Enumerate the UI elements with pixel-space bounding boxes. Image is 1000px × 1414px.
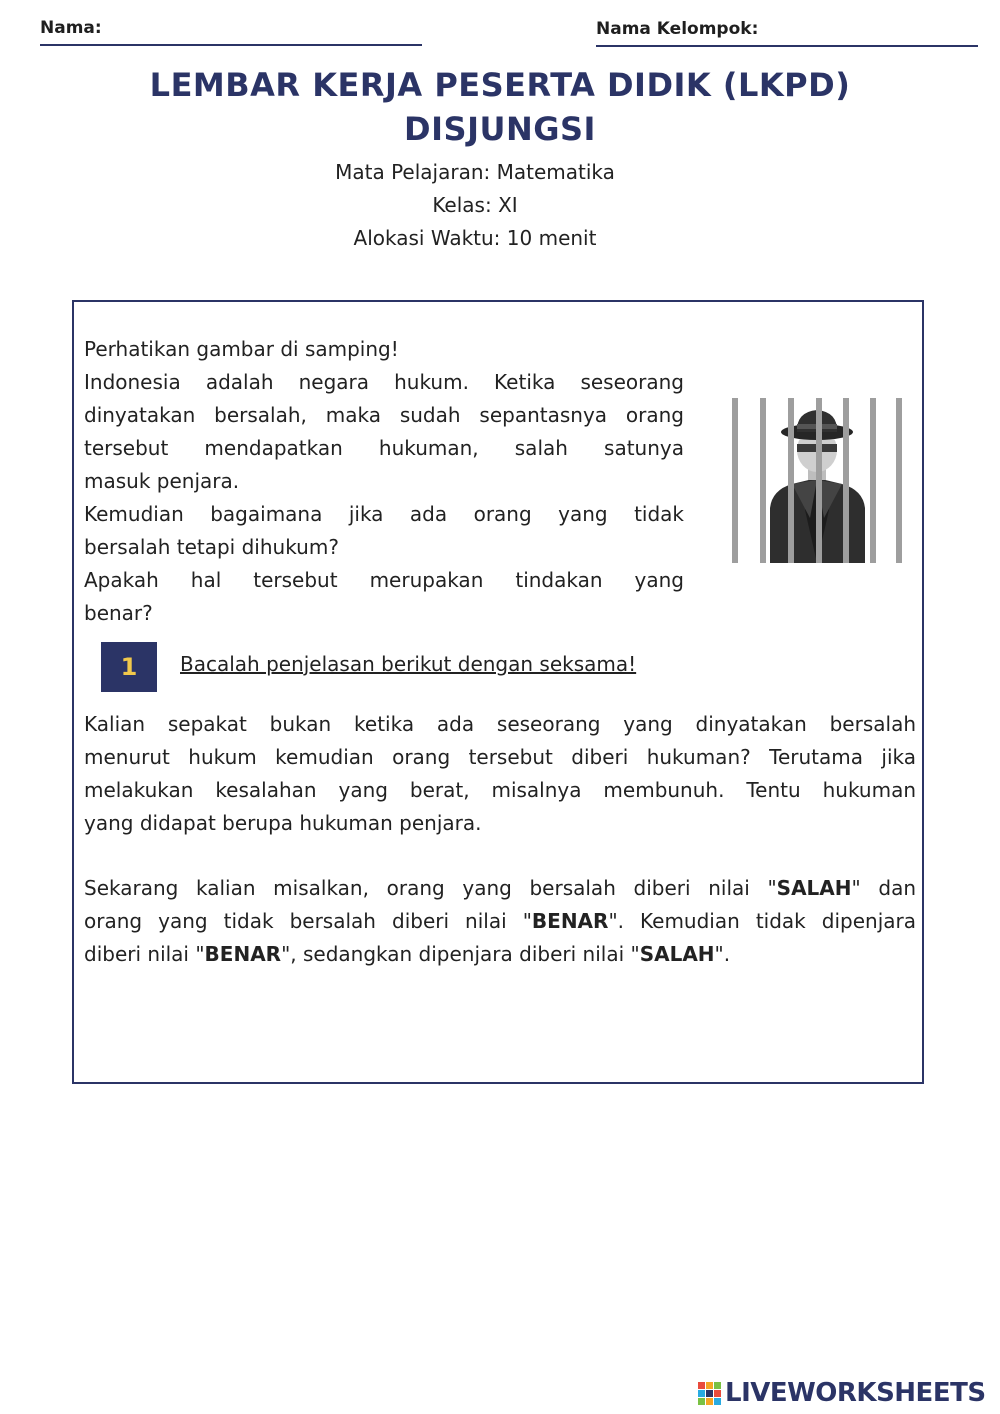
group-name-label: Nama Kelompok:: [596, 19, 759, 39]
text-fragment: Sekarang kalian misalkan, orang yang bersalah diberi nilai ": [84, 876, 777, 900]
paragraph-line: yang didapat berupa hukuman penjara.: [84, 811, 482, 835]
worksheet-title-line1: LEMBAR KERJA PESERTA DIDIK (LKPD): [149, 66, 851, 104]
prisoner-behind-bars-icon: [730, 398, 905, 563]
step-number-badge: 1: [101, 642, 157, 692]
step-title: Bacalah penjelasan berikut dengan seksama!: [180, 652, 637, 676]
explanation-paragraph-1: [84, 708, 916, 840]
paragraph-line: menurut hukum kemudian orang tersebut diberi hukuman? Terutama jika: [84, 745, 916, 769]
name-input-line[interactable]: [40, 44, 422, 46]
worksheet-title-line2: DISJUNGSI: [404, 110, 596, 148]
time-allocation-text: Alokasi Waktu: 10 menit: [353, 226, 597, 250]
intro-line: Kemudian bagaimana jika ada orang yang tidak: [84, 502, 684, 526]
text-fragment: ". Kemudian tidak dipenjara: [608, 909, 917, 933]
value-benar: BENAR: [531, 909, 609, 933]
class-text: Kelas: XI: [432, 193, 518, 217]
text-fragment: " dan: [851, 876, 916, 900]
intro-text: [84, 333, 684, 630]
text-fragment: ".: [714, 942, 731, 966]
liveworksheets-brand-text: LIVEWORKSHEETS: [725, 1378, 986, 1408]
paragraph-line: melakukan kesalahan yang berat, misalnya membunuh. Tentu hukuman: [84, 778, 916, 802]
intro-line: Apakah hal tersebut merupakan tindakan yang: [84, 568, 684, 592]
paragraph-line: [84, 872, 916, 905]
intro-line: Perhatikan gambar di samping!: [84, 337, 399, 361]
group-name-input-line[interactable]: [596, 45, 978, 47]
intro-line: bersalah tetapi dihukum?: [84, 535, 339, 559]
text-fragment: orang yang tidak bersalah diberi nilai ": [84, 909, 532, 933]
value-salah: SALAH: [639, 942, 715, 966]
subject-text: Mata Pelajaran: Matematika: [335, 160, 615, 184]
value-salah: SALAH: [776, 876, 852, 900]
paragraph-line: Kalian sepakat bukan ketika ada seseorang yang dinyatakan bersalah: [84, 712, 916, 736]
name-label: Nama:: [40, 18, 102, 38]
intro-line: tersebut mendapatkan hukuman, salah satunya: [84, 436, 684, 460]
paragraph-line: [84, 938, 916, 971]
intro-line: masuk penjara.: [84, 469, 240, 493]
liveworksheets-logo-icon: [698, 1382, 721, 1405]
liveworksheets-logo[interactable]: [698, 1378, 986, 1408]
intro-line: Indonesia adalah negara hukum. Ketika seseorang: [84, 370, 684, 394]
intro-line: benar?: [84, 601, 153, 625]
text-fragment: ", sedangkan dipenjara diberi nilai ": [281, 942, 640, 966]
intro-line: dinyatakan bersalah, maka sudah sepantasnya orang: [84, 403, 684, 427]
text-fragment: diberi nilai ": [84, 942, 205, 966]
paragraph-line: [84, 905, 916, 938]
value-benar: BENAR: [204, 942, 282, 966]
explanation-paragraph-2: [84, 872, 916, 971]
